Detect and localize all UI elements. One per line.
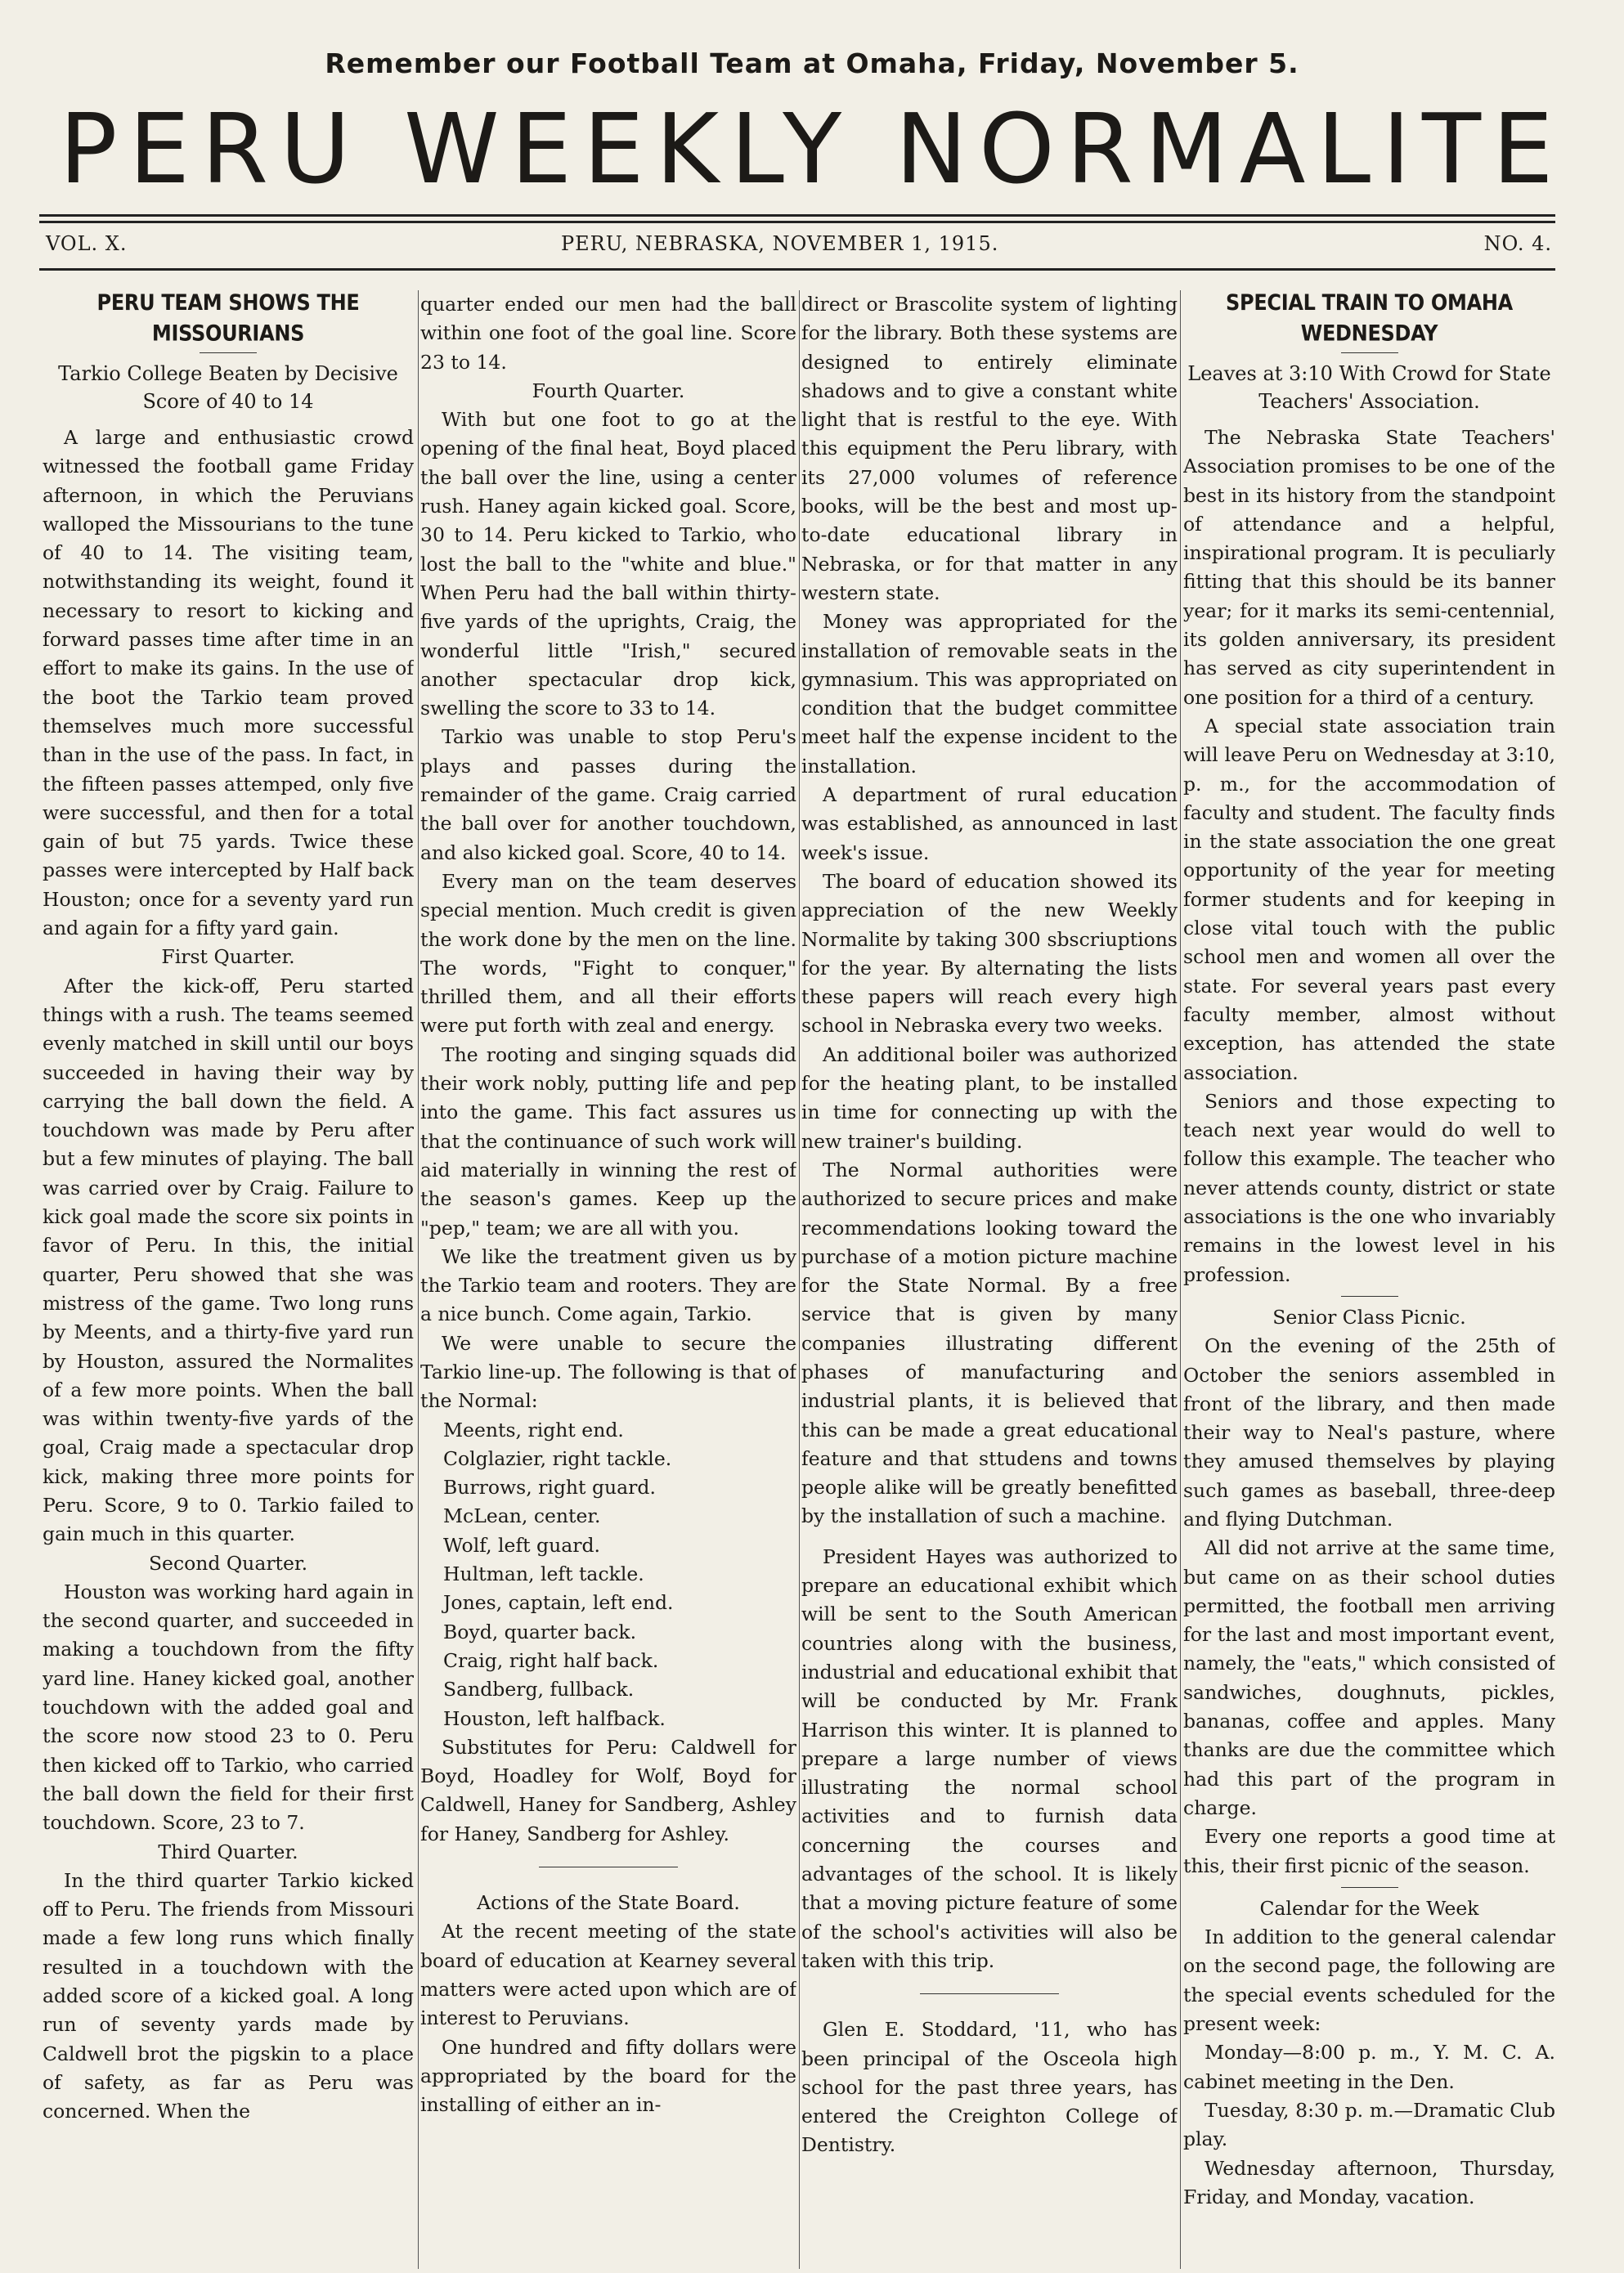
state-board-headline: Actions of the State Board.: [477, 1891, 740, 1915]
football-paragraph: A large and enthusiastic crowd witnessed the football game Friday afternoon, in which the Peruvians walloped the Missourians to the tune of 40 to 14. The visiting team, notwithstanding its weight, found it necessary to resort to kicking and forward passes time after time in an effort to make its gains. In the use of the boot the Tarkio team proved themselves much more successful than in the use of the pass. In fact, in the fifteen passes attemped, only five were successful, and then for a total gain of but 75 yards. Twice these passes were intercepted by Half back Houston; once for a seventy yard run and again for a fifty yard gain.: [43, 426, 414, 940]
football-paragraph: Tarkio was unable to stop Peru's plays and passes during the remainder of the game. Craig carried the ball over for another touchdown, and also kicked goal. Score, 40 to 14.: [420, 725, 796, 864]
lineup-item: Craig, right half back.: [443, 1648, 659, 1672]
board-paragraph-continued: direct or Brascolite system of lighting for the library. Both these systems are designed to entirely eliminate shadows and to give a constant white light that is restful to the eye. With this equipment the Peru library, with its 27,000 volumes of reference books, will be the best and most up-to-date educational library in Nebraska, or for that matter in any western state.: [801, 293, 1178, 604]
lineup-item: Jones, captain, left end.: [443, 1591, 674, 1615]
football-paragraph: We were unable to secure the Tarkio line-up. The following is that of the Normal:: [420, 1331, 796, 1413]
board-paragraph: The board of education showed its appreciation of the new Weekly Normalite by taking 300 sbscriuptions for the year. By alternating the lists these papers will reach every high school in Nebraska every two weeks.: [801, 869, 1178, 1038]
lineup-item: Sandberg, fullback.: [443, 1678, 635, 1701]
football-paragraph: The rooting and singing squads did their work nobly, putting life and pep into the game. This fact assures us that the continuance of such work will aid materially in winning the rest of the season's games. Keep up the "pep," team; we are all with you.: [420, 1042, 796, 1240]
spacer: [801, 1531, 1178, 1543]
football-paragraph: Houston was working hard again in the second quarter, and succeeded in making a touchdown from the fifty yard line. Haney kicked goal, another touchdown with the added goal and the score now stood 23 to 0. Peru then kicked off to Tarkio, who carried the ball down the field for their first touchdown. Score, 23 to 7.: [43, 1580, 414, 1835]
football-paragraph: We like the treatment given us by the Tarkio team and rooters. They are a nice bunch. Come again, Tarkio.: [420, 1244, 796, 1326]
volume-number: VOL. X.: [46, 232, 128, 255]
top-banner: Remember our Football Team at Omaha, Friday, November 5.: [325, 47, 1299, 79]
lineup-item: Burrows, right guard.: [443, 1476, 656, 1500]
train-paragraph: Seniors and those expecting to teach next year would do well to follow this example. The teacher who never attends county, district or state associations is the one who invariably remains in the lowest level in his profession.: [1183, 1089, 1555, 1286]
masthead-title: PERU WEEKLY NORMALITE: [59, 92, 1565, 205]
lineup-item: Meents, right end.: [443, 1418, 624, 1441]
column-4: [1183, 290, 1555, 2269]
calendar-tuesday: Tuesday, 8:30 p. m.—Dramatic Club play.: [1183, 2098, 1555, 2151]
dateline: [46, 232, 1552, 262]
calendar-monday: Monday—8:00 p. m., Y. M. C. A. cabinet meeting in the Den.: [1183, 2041, 1555, 2093]
article-separator: [1341, 1296, 1398, 1297]
masthead-rule-bottom: [39, 221, 1555, 223]
column-3: [801, 290, 1178, 2269]
headline-rule: [1341, 352, 1398, 353]
football-paragraph: With but one foot to go at the opening of the final heat, Boyd placed the ball over the line, using a center rush. Haney again kicked goal. Score, 30 to 14. Peru kicked to Tarkio, who lost the ball to the "white and blue." When Peru had the ball within thirty-five yards of the uprights, Craig, the wonderful little "Irish," secured another spectacular drop kick, swelling the score to 33 to 14.: [420, 408, 796, 720]
picnic-headline: Senior Class Picnic.: [1272, 1305, 1466, 1329]
board-paragraph: A department of rural education was established, as announced in last week's issue.: [801, 783, 1178, 864]
lineup-item: Colglazier, right tackle.: [443, 1446, 672, 1470]
first-quarter-heading: First Quarter.: [161, 945, 295, 969]
lineup-item: Houston, left halfback.: [443, 1706, 666, 1730]
fourth-quarter-heading: Fourth Quarter.: [532, 379, 685, 402]
column-2: [420, 290, 796, 2269]
train-paragraph: A special state association train will leave Peru on Wednesday at 3:10, p. m., for the accommodation of faculty and student. The faculty finds in the state association the one great opportunity of the year for meeting former students and for keeping in close vital touch with the public school men and women all over the state. For several years past every faculty member, almost without exception, has attended the state association.: [1183, 714, 1555, 1084]
headline-rule: [200, 352, 257, 353]
article-separator: [1341, 1887, 1398, 1888]
board-paragraph: President Hayes was authorized to prepare an educational exhibit which will be sent to the South American countries along with the business, industrial and educational exhibit that will be conducted by Mr. Frank Harrison this winter. It is planned to prepare a large number of views illustrating the normal school activities and to furnish data concerning the courses and advantages of the school. It is likely that a moving picture feature of some of the school's activities will also be taken with this trip.: [801, 1544, 1178, 1972]
calendar-wednesday: Wednesday afternoon, Thursday, Friday, and Monday, vacation.: [1183, 2156, 1555, 2208]
train-headline: SPECIAL TRAIN TO OMAHA WEDNESDAY: [1226, 290, 1513, 347]
football-headline: PERU TEAM SHOWS THE MISSOURIANS: [96, 290, 360, 347]
board-paragraph: At the recent meeting of the state board of education at Kearney several matters were acted upon which are of interest to Peruvians.: [420, 1920, 796, 2030]
calendar-headline: Calendar for the Week: [1259, 1896, 1479, 1920]
picnic-paragraph: All did not arrive at the same time, but came on as their school duties permitted, the football men arriving for the last and most important event, namely, the "eats," which consisted of sandwiches, doughnuts, pickles, bananas, coffee and apples. Many thanks are due the committee which had this part of the program in charge.: [1183, 1536, 1555, 1819]
dateline-rule: [39, 268, 1555, 271]
place-and-date: PERU, NEBRASKA, NOVEMBER 1, 1915.: [561, 232, 999, 255]
lineup-item: McLean, center.: [443, 1504, 601, 1528]
picnic-paragraph: Every one reports a good time at this, their first picnic of the season.: [1183, 1825, 1555, 1877]
football-paragraph: After the kick-off, Peru started things with a rush. The teams seemed evenly matched in skill until our boys succeeded in having their way by carrying the ball down the field. A touchdown was made by Peru after but a few minutes of playing. The ball was carried over by Craig. Failure to kick goal made the score six points in favor of Peru. In this, the initial quarter, Peru showed that she was mistress of the game. Two long runs by Meents, and a thirty-five yard run by Houston, assured the Normalites of a few more points. When the ball was within twenty-five yards of the goal, Craig made a spectacular drop kick, making three more points for Peru. Score, 9 to 0. Tarkio failed to gain much in this quarter.: [43, 974, 414, 1546]
board-paragraph: Money was appropriated for the installation of removable seats in the gymnasium. This was appropriated on condition that the budget committee meet half the expense incident to the installation.: [801, 610, 1178, 778]
columns: [43, 290, 1555, 2269]
picnic-paragraph: On the evening of the 25th of October the seniors assembled in front of the library, and then made their way to Neal's pasture, where they amused themselves by playing such games as baseball, three-deep and flying Dutchman.: [1183, 1334, 1555, 1531]
football-paragraph-continued: quarter ended our men had the ball within one foot of the goal line. Score 23 to 14.: [420, 293, 796, 374]
article-separator: [920, 1993, 1059, 1994]
board-paragraph: One hundred and fifty dollars were appropriated by the board for the installing of either an in-: [420, 2035, 796, 2117]
board-paragraph: The Normal authorities were authorized to secure prices and make recommendations looking toward the purchase of a motion picture machine for the State Normal. By a free service that is given by many companies illustrating different phases of manufacturing and industrial plants, it is believed that this can be made a great educational feature and that sttudens and towns people alike will be greatly benefitted by the installation of such a machine.: [801, 1158, 1178, 1528]
column-1: [43, 290, 414, 2269]
masthead-rule-top: [39, 214, 1555, 217]
lineup-item: Boyd, quarter back.: [443, 1620, 637, 1643]
football-deck: Tarkio College Beaten by Decisive Score of 40 to 14: [58, 362, 398, 413]
lineup-item: Hultman, left tackle.: [443, 1562, 644, 1586]
calendar-paragraph: In addition to the general calendar on the second page, the following are the special events scheduled for the present week:: [1183, 1926, 1555, 2036]
substitutes-paragraph: Substitutes for Peru: Caldwell for Boyd, Hoadley for Wolf, Boyd for Caldwell, Haney for Sandberg, Ashley for Haney, Sandberg for Ashley.: [420, 1735, 796, 1845]
lineup-item: Wolf, left guard.: [443, 1533, 600, 1557]
train-paragraph: The Nebraska State Teachers' Association promises to be one of the best in its history from the standpoint of attendance and a helpful, inspirational program. It is peculiarly fitting that this should be its banner year; for it marks its semi-centennial, its golden anniversary, its president has served as city superintendent in one position for a third of a century.: [1183, 426, 1555, 709]
stoddard-paragraph: Glen E. Stoddard, '11, who has been principal of the Osceola high school for the past three years, has entered the Creighton College of Dentistry.: [801, 2018, 1178, 2157]
board-paragraph: An additional boiler was authorized for the heating plant, to be installed in time for connecting up with the new trainer's building.: [801, 1042, 1178, 1153]
football-paragraph: In the third quarter Tarkio kicked off to Peru. The friends from Missouri made a few long runs which finally resulted in a touchdown with the added score of a kicked goal. A long run of seventy yards made by Caldwell brot the pigskin to a place of safety, as far as Peru was concerned. When the: [43, 1868, 414, 2123]
lineup-list: [420, 1416, 796, 1733]
third-quarter-heading: Third Quarter.: [158, 1840, 298, 1863]
issue-number: NO. 4.: [1483, 232, 1552, 255]
train-deck: Leaves at 3:10 With Crowd for State Teachers' Association.: [1187, 362, 1551, 413]
football-paragraph: Every man on the team deserves special mention. Much credit is given the work done by the men on the line. The words, "Fight to conquer," thrilled them, and all their efforts were put forth with zeal and energy.: [420, 869, 796, 1038]
second-quarter-heading: Second Quarter.: [148, 1551, 308, 1575]
